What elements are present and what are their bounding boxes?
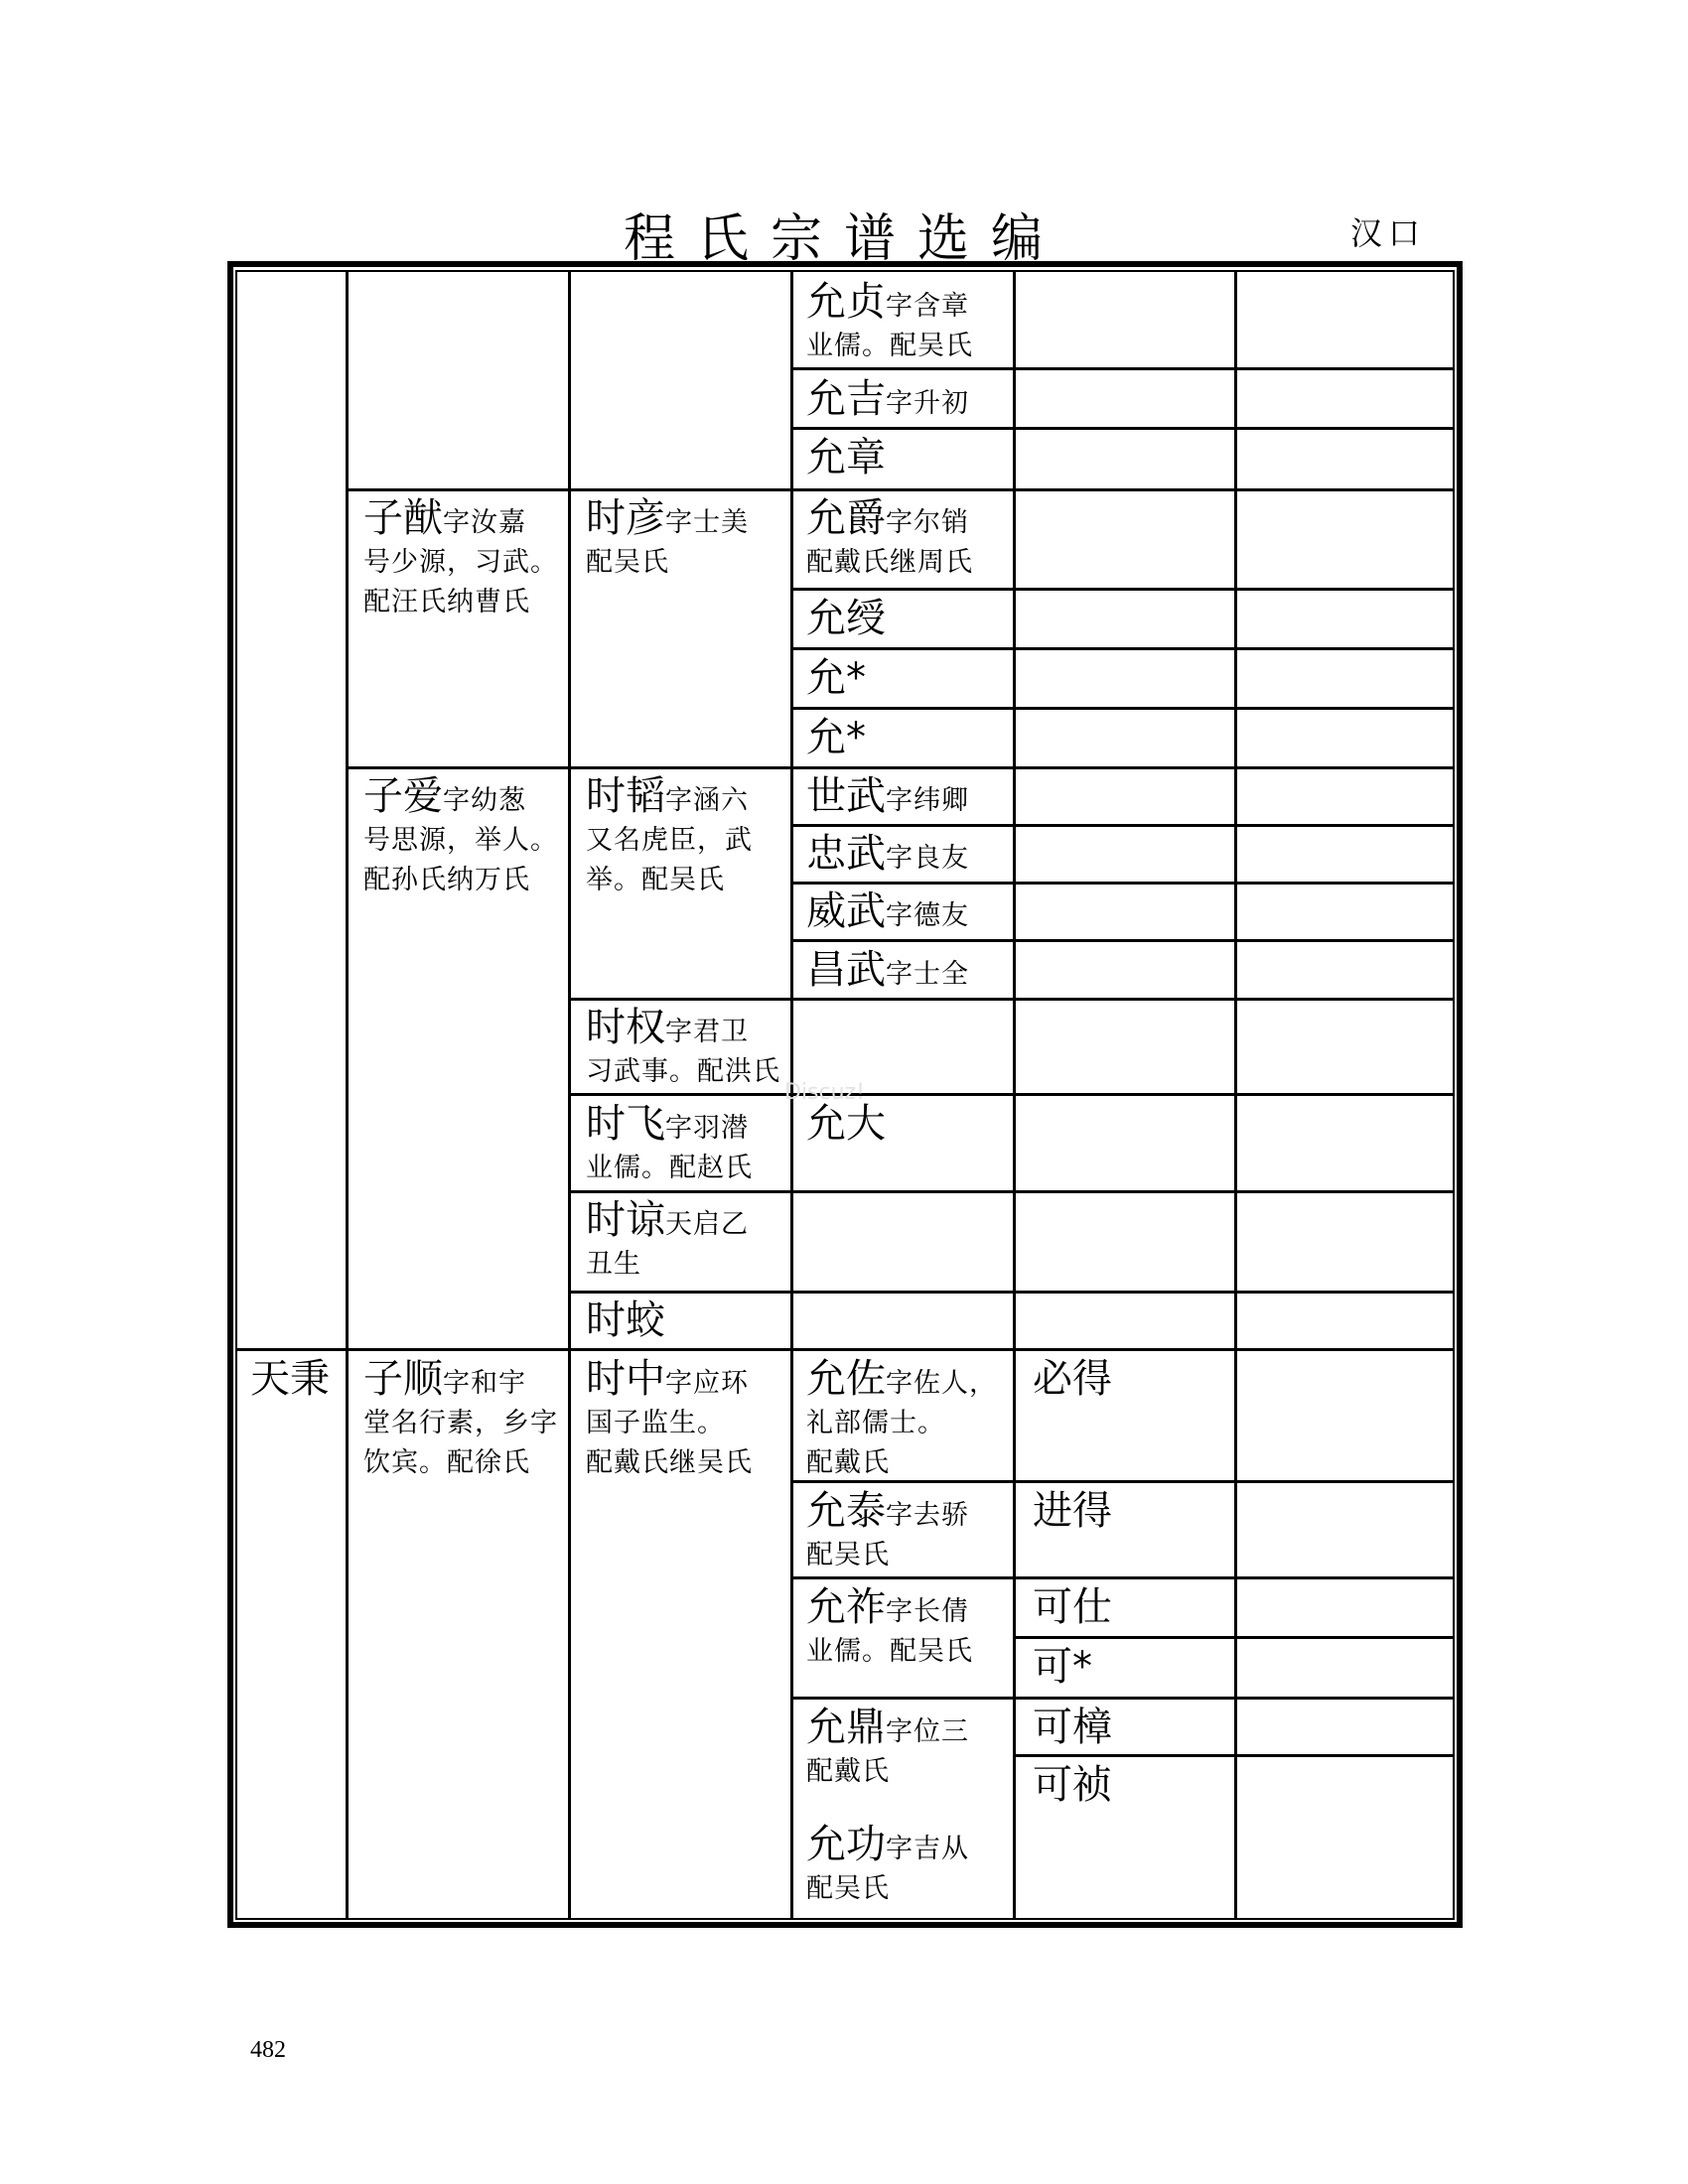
gen3-entry	[586, 1102, 789, 1188]
row-divider	[1013, 1754, 1455, 1757]
gen2-entry	[363, 774, 567, 900]
gen4-name: 允爵	[806, 495, 886, 541]
gen2-name: 子爱	[363, 773, 443, 819]
gen2-entry	[363, 1357, 567, 1483]
gen4-entry	[806, 280, 1013, 366]
gen4-desc: 字良友	[886, 843, 969, 874]
gen2-desc: 字幼葱	[443, 785, 526, 816]
gen4-name: 允佐	[806, 1356, 886, 1402]
gen4-entry	[806, 774, 1013, 821]
gen2-desc: 饮宾。配徐氏	[363, 1447, 530, 1478]
gen4-desc: 业儒。配吴氏	[806, 1636, 973, 1667]
gen4-desc: 字佐人，	[886, 1368, 997, 1399]
gen3-desc: 举。配吴氏	[586, 865, 725, 895]
gen3-desc: 业儒。配赵氏	[586, 1153, 753, 1183]
gen1-name: 天秉	[250, 1356, 330, 1402]
row-divider	[346, 488, 1455, 491]
gen4-entry	[806, 1102, 1013, 1146]
row-divider	[1013, 1636, 1455, 1639]
gen4-desc: 字含章	[886, 291, 969, 322]
gen2-desc: 字汝嘉	[443, 507, 526, 538]
gen4-name: 允祚	[806, 1584, 886, 1630]
gen4-desc: 字吉从	[886, 1834, 969, 1864]
gen3-desc: 字士美	[665, 507, 749, 538]
gen3-name: 时彦	[586, 495, 665, 541]
gen4-name: 允*	[806, 655, 866, 701]
gen2-desc: 配汪氏纳曹氏	[363, 587, 530, 617]
watermark: Discuz!	[784, 1080, 865, 1105]
gen4-entry	[806, 716, 1013, 759]
gen2-entry	[363, 496, 567, 622]
gen3-desc: 字应环	[665, 1368, 749, 1399]
gen4-name: 世武	[806, 773, 886, 819]
gen4-entry	[806, 1706, 1013, 1792]
row-divider	[790, 1697, 1455, 1700]
gen3-desc: 配吴氏	[586, 547, 669, 578]
row-divider	[568, 998, 1455, 1001]
row-divider	[790, 427, 1455, 430]
gen5-name: 必得	[1033, 1356, 1112, 1402]
gen5-entry	[1033, 1645, 1092, 1689]
gen3-entry	[586, 1198, 789, 1285]
gen5-entry	[1033, 1706, 1112, 1749]
gen3-name: 时权	[586, 1005, 665, 1050]
gen2-desc: 号思源，举人。	[363, 825, 558, 856]
row-divider	[346, 766, 1455, 769]
gen4-name: 允章	[806, 435, 886, 480]
gen4-desc: 配吴氏	[806, 1873, 890, 1904]
gen4-name: 允大	[806, 1101, 886, 1147]
gen3-desc: 国子监生。	[586, 1408, 725, 1438]
gen5-name: 进得	[1033, 1488, 1112, 1534]
gen2-name: 子猷	[363, 495, 443, 541]
gen4-desc: 业儒。配吴氏	[806, 331, 973, 361]
gen2-desc: 堂名行素，乡字	[363, 1408, 558, 1438]
row-divider	[235, 1348, 1455, 1351]
gen5-entry	[1033, 1357, 1112, 1401]
gen4-entry	[806, 889, 1013, 936]
gen4-desc: 配戴氏继周氏	[806, 547, 973, 578]
gen3-desc: 字君卫	[665, 1017, 749, 1047]
gen3-desc: 又名虎臣，武	[586, 825, 753, 856]
gen4-name: 昌武	[806, 947, 886, 993]
gen4-entry	[806, 1357, 1013, 1483]
gen5-name: 可祯	[1033, 1762, 1112, 1808]
gen3-desc: 习武事。配洪氏	[586, 1056, 780, 1087]
gen5-name: 可樟	[1033, 1705, 1112, 1750]
gen4-entry	[806, 597, 1013, 640]
gen3-desc: 天启乙	[665, 1209, 749, 1240]
gen4-name: 允*	[806, 715, 866, 760]
gen3-desc: 配戴氏继吴氏	[586, 1447, 753, 1478]
gen4-desc: 礼部儒士。	[806, 1408, 945, 1438]
row-divider	[790, 882, 1455, 885]
gen4-entry	[806, 496, 1013, 583]
gen5-name: 可仕	[1033, 1584, 1112, 1630]
gen4-entry	[806, 377, 1013, 424]
gen4-entry	[806, 1823, 1013, 1909]
gen4-name: 允吉	[806, 376, 886, 422]
gen5-entry	[1033, 1489, 1112, 1533]
gen4-desc: 字长倩	[886, 1596, 969, 1627]
gen4-desc: 字士全	[886, 959, 969, 990]
gen3-name: 时蛟	[586, 1297, 665, 1343]
gen5-entry	[1033, 1585, 1112, 1629]
gen3-desc: 字涵六	[665, 785, 749, 816]
column-divider	[346, 270, 349, 1920]
gen3-desc: 丑生	[586, 1249, 641, 1280]
gen4-desc: 字纬卿	[886, 785, 969, 816]
gen3-desc: 字羽潜	[665, 1113, 749, 1144]
gen4-desc: 字升初	[886, 388, 969, 419]
page-number: 482	[250, 2037, 286, 2063]
gen4-desc: 配戴氏	[806, 1447, 890, 1478]
gen3-name: 时中	[586, 1356, 665, 1402]
gen2-desc: 字和宇	[443, 1368, 526, 1399]
gen4-name: 允贞	[806, 279, 886, 325]
gen4-name: 忠武	[806, 831, 886, 877]
gen4-desc: 字尔销	[886, 507, 969, 538]
gen4-name: 威武	[806, 888, 886, 934]
gen4-entry	[806, 656, 1013, 700]
gen4-desc: 字去骄	[886, 1500, 969, 1531]
gen4-desc: 字德友	[886, 900, 969, 931]
gen2-name: 子顺	[363, 1356, 443, 1402]
row-divider	[568, 1093, 1455, 1096]
place-label: 汉口	[1350, 214, 1427, 252]
gen3-name: 时飞	[586, 1101, 665, 1147]
gen4-name: 允泰	[806, 1488, 886, 1534]
gen3-entry	[586, 1298, 789, 1342]
row-divider	[790, 1576, 1455, 1579]
gen3-entry	[586, 496, 789, 583]
gen5-name: 可*	[1033, 1644, 1092, 1690]
gen1-entry	[250, 1357, 330, 1401]
gen4-entry	[806, 948, 1013, 995]
gen4-entry	[806, 832, 1013, 879]
gen4-name: 允绶	[806, 596, 886, 641]
gen4-desc: 配戴氏	[806, 1756, 890, 1787]
gen3-name: 时韬	[586, 773, 665, 819]
gen3-name: 时谅	[586, 1197, 665, 1243]
row-divider	[790, 707, 1455, 710]
gen4-name: 允功	[806, 1822, 886, 1867]
gen4-entry	[806, 436, 1013, 479]
row-divider	[568, 1190, 1455, 1193]
gen4-name: 允鼎	[806, 1705, 886, 1750]
row-divider	[790, 588, 1455, 591]
gen2-desc: 号少源，习武。	[363, 547, 558, 578]
page-title: 程氏宗谱选编	[623, 209, 1064, 269]
row-divider	[790, 824, 1455, 827]
gen3-entry	[586, 774, 789, 900]
row-divider	[790, 647, 1455, 650]
row-divider	[790, 939, 1455, 942]
gen3-entry	[586, 1357, 789, 1483]
gen2-desc: 配孙氏纳万氏	[363, 865, 530, 895]
row-divider	[568, 1291, 1455, 1294]
gen4-desc: 字位三	[886, 1716, 969, 1747]
row-divider	[790, 367, 1455, 370]
gen4-desc: 配吴氏	[806, 1540, 890, 1570]
gen3-entry	[586, 1006, 789, 1092]
gen5-entry	[1033, 1763, 1112, 1807]
gen4-entry	[806, 1489, 1013, 1575]
gen4-entry	[806, 1585, 1013, 1672]
